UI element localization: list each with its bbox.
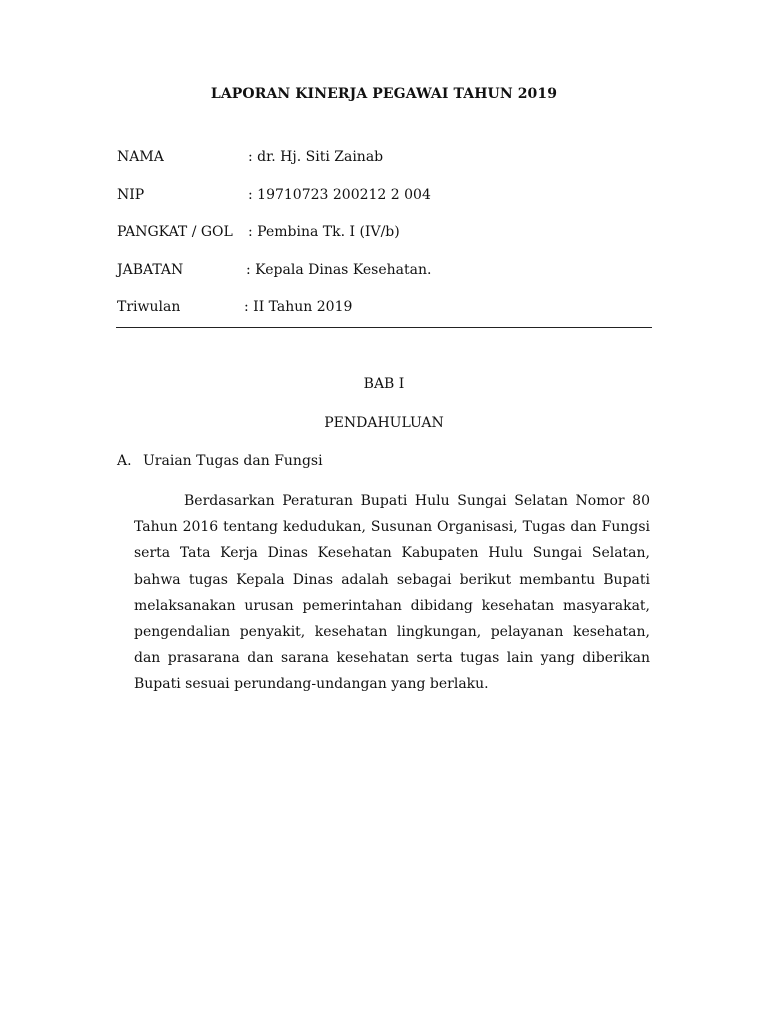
info-label: NIP — [117, 187, 145, 203]
info-label: PANGKAT / GOL — [117, 224, 233, 240]
header-divider — [116, 327, 652, 328]
section-title: Uraian Tugas dan Fungsi — [143, 453, 323, 469]
section-marker: A. — [117, 453, 132, 469]
info-value: : dr. Hj. Siti Zainab — [248, 149, 384, 165]
chapter-title: PENDAHULUAN — [324, 415, 444, 431]
body-paragraph: Berdasarkan Peraturan Bupati Hulu Sungai Selatan Nomor 80 Tahun 2016 tentang kedudukan, Susunan Organisasi, Tugas dan Fungsi serta Tata Kerja Dinas Kesehatan Kabupaten Hulu Sungai Selatan, bahwa tugas Kepala Dinas adalah sebagai berikut membantu Bupati melaksanakan urusan pemerintahan dibidang kesehatan masyarakat, pengendalian penyakit, kesehatan lingkungan, pelayanan kesehatan, dan prasarana dan sarana kesehatan serta tugas lain yang diberikan Bupati sesuai perundang-undangan yang berlaku. — [134, 493, 650, 693]
chapter-number: BAB I — [363, 376, 405, 392]
info-label: Triwulan — [117, 299, 181, 315]
info-label: JABATAN — [117, 262, 184, 278]
info-value: : II Tahun 2019 — [244, 299, 353, 315]
info-value: : Kepala Dinas Kesehatan. — [246, 262, 432, 278]
document-title: LAPORAN KINERJA PEGAWAI TAHUN 2019 — [210, 86, 558, 102]
info-value: : Pembina Tk. I (IV/b) — [248, 224, 400, 240]
info-row-nip — [117, 187, 431, 203]
info-label: NAMA — [117, 149, 164, 165]
info-row-pangkat — [117, 224, 400, 240]
info-value: : 19710723 200212 2 004 — [248, 187, 431, 203]
info-row-nama — [117, 149, 383, 165]
info-row-triwulan — [117, 299, 352, 315]
info-row-jabatan — [117, 262, 431, 278]
section-heading — [117, 453, 323, 469]
